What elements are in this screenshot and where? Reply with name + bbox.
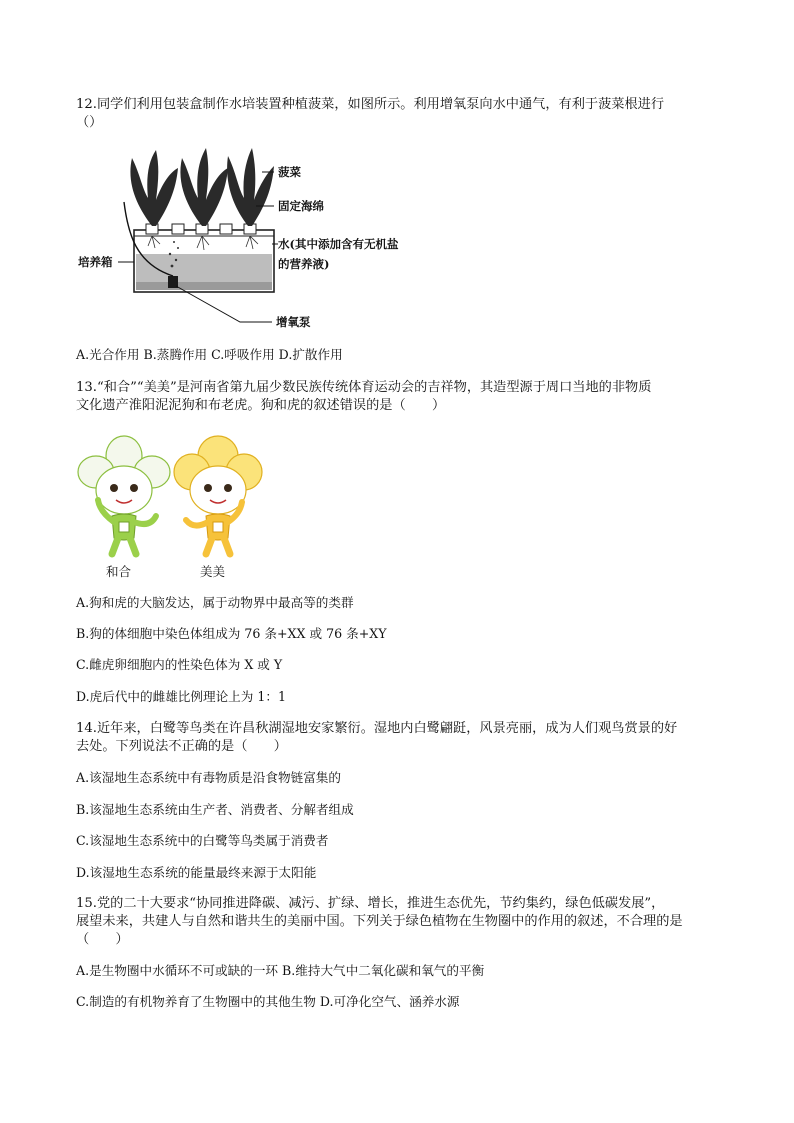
q14-option-b: B.该湿地生态系统由生产者、消费者、分解者组成 <box>76 802 354 817</box>
q13-option-d: D.虎后代中的雌雄比例理论上为 1：1 <box>76 689 286 704</box>
q14-option-a: A.该湿地生态系统中有毒物质是沿食物链富集的 <box>76 770 341 785</box>
q15-options-row2: C.制造的有机物养育了生物圈中的其他生物 D.可净化空气、涵养水源 <box>76 994 460 1009</box>
q12-stem-line1: 12.同学们利用包装盒制作水培装置种植菠菜，如图所示。利用增氧泵向水中通气，有利于菠菜根进行 <box>76 97 665 112</box>
label-sponge: 固定海绵 <box>278 199 324 213</box>
spinach-plant-2 <box>180 148 228 226</box>
mascot-right-caption: 美美 <box>200 564 226 579</box>
q13-option-a: A.狗和虎的大脑发达，属于动物界中最高等的类群 <box>76 595 354 610</box>
q15-options-row1: A.是生物圈中水循环不可或缺的一环 B.维持大气中二氧化碳和氧气的平衡 <box>76 963 485 978</box>
spinach-plant-3 <box>227 148 274 226</box>
q12-options: A.光合作用 B.蒸腾作用 C.呼吸作用 D.扩散作用 <box>76 347 343 362</box>
q13-stem-line1: 13.“和合”“美美”是河南省第九届少数民族传统体育运动会的吉祥物，其造型源于周口当地的非物质 <box>76 380 652 395</box>
sponge-2 <box>172 224 184 234</box>
q12-hydroponic-figure <box>76 144 416 344</box>
q13-option-b: B.狗的体细胞中染色体组成为 76 条+XX 或 76 条+XY <box>76 626 387 641</box>
mascot-left-caption: 和合 <box>106 564 132 579</box>
q13-option-c: C.雌虎卵细胞内的性染色体为 X 或 Y <box>76 657 283 672</box>
label-water-line1: 水(其中添加含有无机盐 <box>278 237 399 251</box>
q15-stem-line1: 15.党的二十大要求“协同推进降碳、减污、扩绿、增长，推进生态优先，节约集约，绿色低碳发展”， <box>76 896 665 911</box>
q14-option-c: C.该湿地生态系统中的白鹭等鸟类属于消费者 <box>76 833 329 848</box>
q15-stem-line2: 展望未来，共建人与自然和谐共生的美丽中国。下列关于绿色植物在生物圈中的作用的叙述，不合理的是 <box>76 914 683 929</box>
q12-stem-line2: （） <box>76 115 103 130</box>
label-air-pump: 增氧泵 <box>276 315 311 329</box>
sponge-4 <box>220 224 232 234</box>
label-culture-box: 培养箱 <box>78 255 113 269</box>
q14-option-d: D.该湿地生态系统的能量最终来源于太阳能 <box>76 865 317 880</box>
mascot-hehe <box>78 436 170 554</box>
q13-stem-line2: 文化遗产淮阳泥泥狗和布老虎。狗和虎的叙述错误的是（ ） <box>76 398 446 413</box>
mascot-meimei <box>174 436 262 554</box>
q14-stem-line2: 去处。下列说法不正确的是（ ） <box>76 739 287 754</box>
label-spinach: 菠菜 <box>278 165 301 179</box>
q13-mascot-figure <box>76 428 266 584</box>
label-water-line2: 的营养液) <box>278 257 330 271</box>
spinach-plant-1 <box>130 150 178 226</box>
q14-stem-line1: 14.近年来，白鹭等鸟类在许昌秋湖湿地安家繁衍。湿地内白鹭翩跹，风景亮丽，成为人们观鸟赏景的好 <box>76 721 678 736</box>
q15-stem-line3: （ ） <box>76 932 129 947</box>
